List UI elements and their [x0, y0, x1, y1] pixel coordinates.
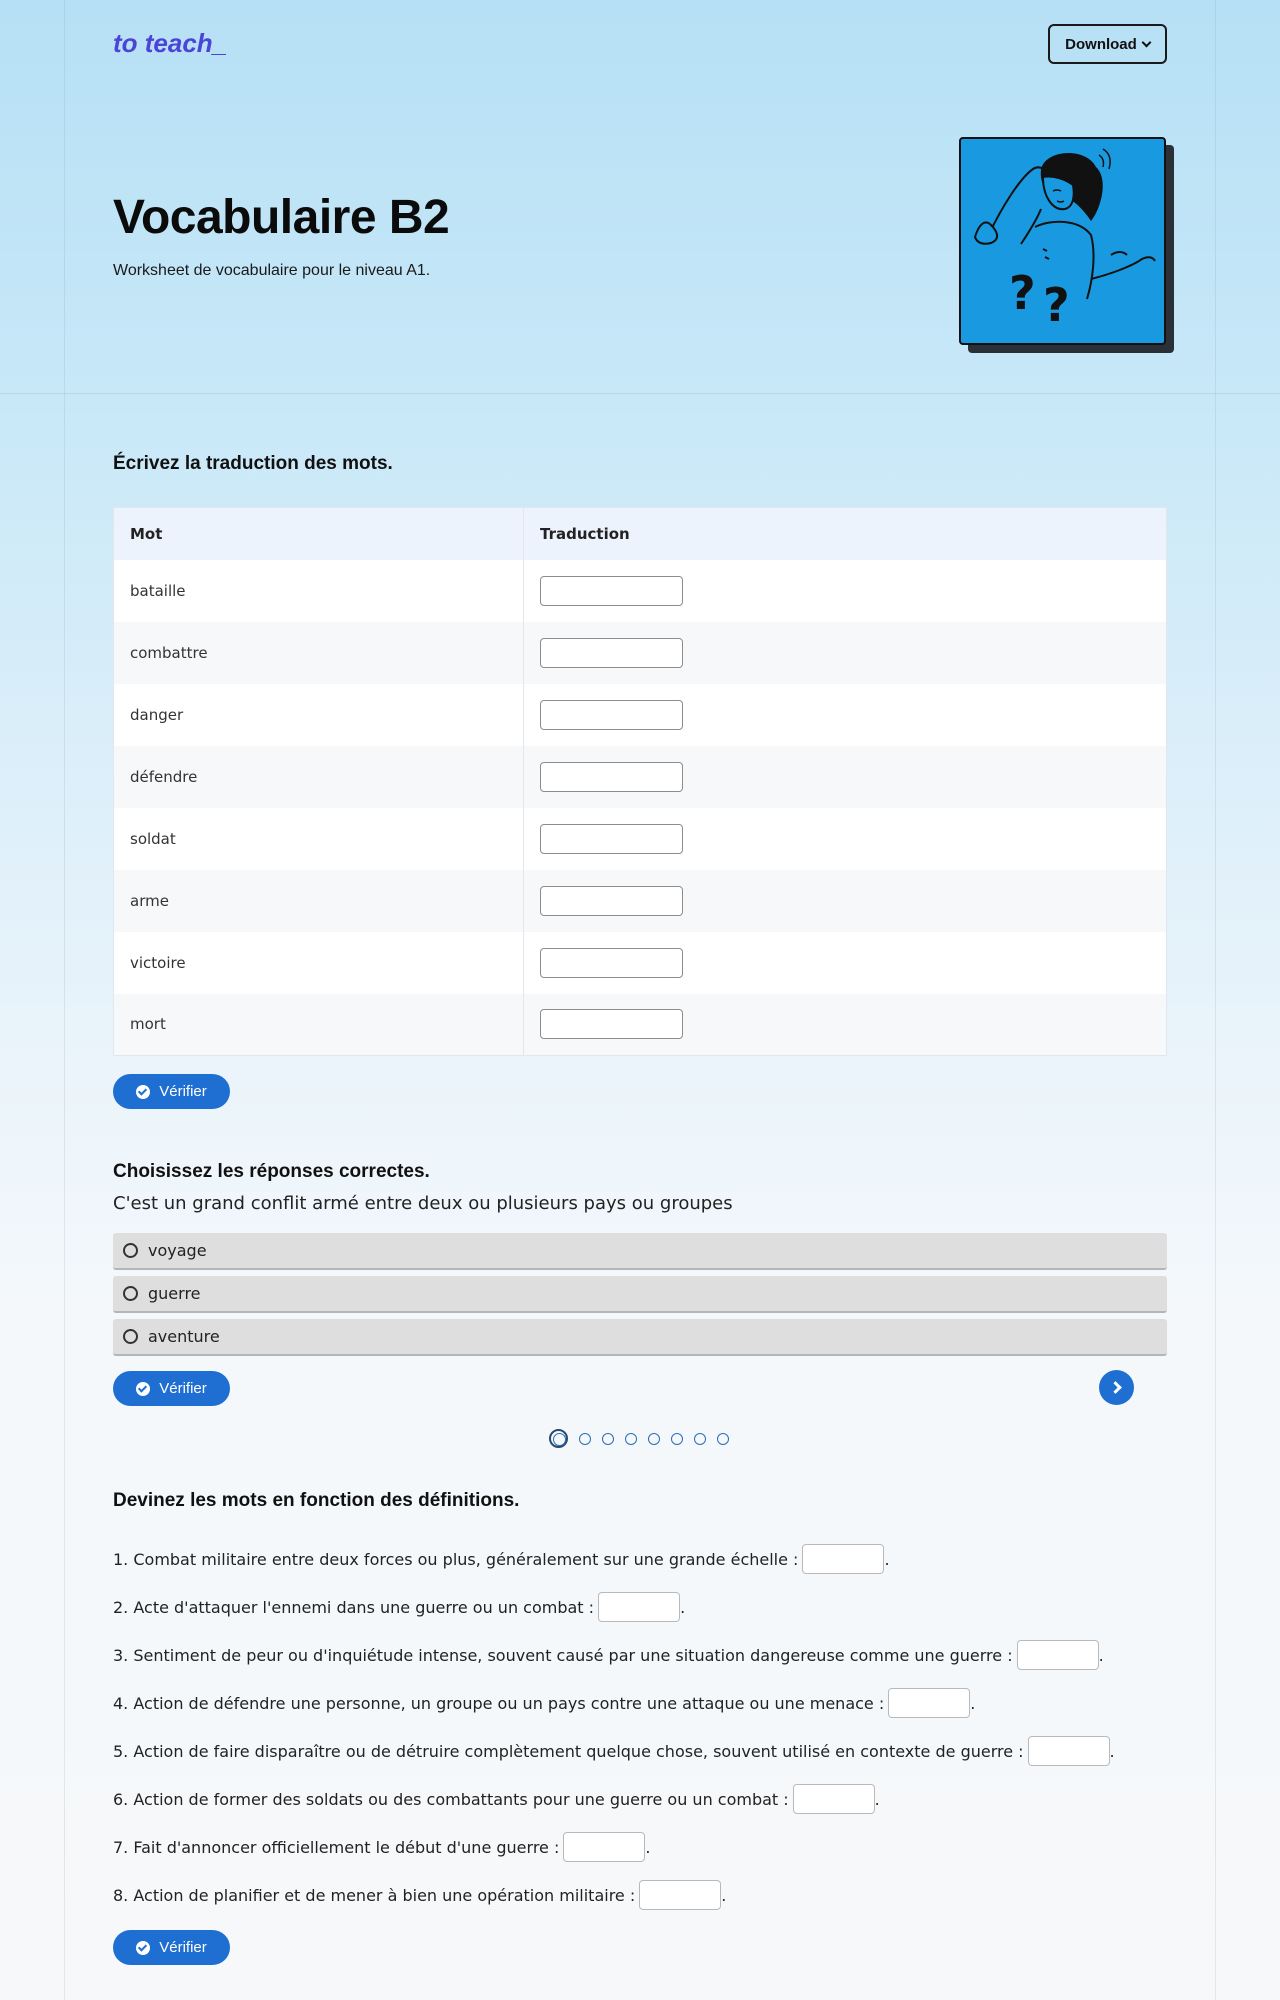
definition-text: 3. Sentiment de peur ou d'inquiétude intense, souvent causé par une situation dangereuse comme une guerre : — [113, 1645, 1013, 1665]
table-row — [114, 560, 1167, 622]
word-cell: mort — [114, 994, 524, 1056]
word-cell: combattre — [114, 622, 524, 684]
definition-text: 5. Action de faire disparaître ou de détruire complètement quelque chose, souvent utilisé en contexte de guerre : — [113, 1741, 1024, 1761]
quiz-option-guerre[interactable] — [113, 1276, 1167, 1313]
pagination-dot[interactable] — [648, 1433, 660, 1445]
confused-person-illustration — [959, 137, 1166, 345]
page-title: Vocabulaire B2 — [113, 191, 450, 244]
definition-text: 6. Action de former des soldats ou des combattants pour une guerre ou un combat : — [113, 1789, 789, 1809]
definition-input[interactable] — [793, 1784, 875, 1814]
quiz-section-title: Choisissez les réponses correctes. — [113, 1161, 430, 1182]
table-row — [114, 994, 1167, 1056]
table-row — [114, 932, 1167, 994]
table-row — [114, 808, 1167, 870]
check-circle-icon — [136, 1085, 150, 1099]
definition-input[interactable] — [1017, 1640, 1099, 1670]
definition-text: 8. Action de planifier et de mener à bien une opération militaire : — [113, 1885, 636, 1905]
quiz-question: C'est un grand conflit armé entre deux ou plusieurs pays ou groupes — [113, 1193, 733, 1214]
definition-input[interactable] — [563, 1832, 645, 1862]
pagination-dot-active[interactable] — [549, 1429, 568, 1448]
definition-text: 7. Fait d'annoncer officiellement le début d'une guerre : — [113, 1837, 560, 1857]
quiz-pagination — [549, 1429, 729, 1448]
translation-input[interactable] — [540, 638, 683, 668]
hero-divider — [0, 393, 1280, 394]
option-label: aventure — [148, 1327, 220, 1346]
definition-input[interactable] — [598, 1592, 680, 1622]
table-row — [114, 870, 1167, 932]
vocabulary-table — [113, 507, 1167, 1056]
table-row — [114, 746, 1167, 808]
table-header-row — [114, 508, 1167, 560]
radio-unchecked-icon[interactable] — [123, 1329, 138, 1344]
pagination-dot[interactable] — [625, 1433, 637, 1445]
chevron-down-icon — [1141, 37, 1151, 47]
word-cell: victoire — [114, 932, 524, 994]
definition-item: 5. Action de faire disparaître ou de détruire complètement quelque chose, souvent utilisé en contexte de guerre : . — [113, 1736, 1115, 1766]
download-button[interactable] — [1048, 24, 1167, 64]
quiz-option-voyage[interactable] — [113, 1233, 1167, 1270]
word-cell: bataille — [114, 560, 524, 622]
option-label: guerre — [148, 1284, 201, 1303]
page-guide-left — [64, 0, 65, 2000]
definition-item: 8. Action de planifier et de mener à bien une opération militaire : . — [113, 1880, 726, 1910]
svg-text:?: ? — [1043, 278, 1070, 332]
definition-item: 7. Fait d'annoncer officiellement le début d'une guerre : . — [113, 1832, 650, 1862]
translation-input[interactable] — [540, 700, 683, 730]
definition-input[interactable] — [888, 1688, 970, 1718]
translation-input[interactable] — [540, 948, 683, 978]
verify-translation-button[interactable] — [113, 1074, 230, 1109]
page-subtitle: Worksheet de vocabulaire pour le niveau A1. — [113, 262, 431, 279]
radio-unchecked-icon[interactable] — [123, 1243, 138, 1258]
page-guide-right — [1215, 0, 1216, 2000]
definition-input[interactable] — [639, 1880, 721, 1910]
definition-input[interactable] — [1028, 1736, 1110, 1766]
translation-input[interactable] — [540, 762, 683, 792]
svg-text:?: ? — [1009, 266, 1036, 320]
pagination-dot[interactable] — [579, 1433, 591, 1445]
definition-item: 3. Sentiment de peur ou d'inquiétude intense, souvent causé par une situation dangereuse comme une guerre : . — [113, 1640, 1104, 1670]
definition-text: 2. Acte d'attaquer l'ennemi dans une guerre ou un combat : — [113, 1597, 595, 1617]
column-header-word: Mot — [114, 508, 524, 560]
confused-person-icon — [961, 139, 1166, 345]
translation-input[interactable] — [540, 886, 683, 916]
verify-label: Vérifier — [159, 1083, 207, 1100]
radio-unchecked-icon[interactable] — [123, 1286, 138, 1301]
next-question-button[interactable] — [1099, 1370, 1134, 1405]
check-circle-icon — [136, 1941, 150, 1955]
verify-label: Vérifier — [159, 1939, 207, 1956]
translation-input[interactable] — [540, 1009, 683, 1039]
translation-section-title: Écrivez la traduction des mots. — [113, 453, 393, 474]
chevron-right-icon — [1109, 1381, 1122, 1394]
definition-input[interactable] — [802, 1544, 884, 1574]
quiz-option-aventure[interactable] — [113, 1319, 1167, 1356]
word-cell: soldat — [114, 808, 524, 870]
table-row — [114, 622, 1167, 684]
table-row — [114, 684, 1167, 746]
option-label: voyage — [148, 1241, 207, 1260]
pagination-dot[interactable] — [717, 1433, 729, 1445]
word-cell: arme — [114, 870, 524, 932]
definition-item: 1. Combat militaire entre deux forces ou plus, généralement sur une grande échelle : . — [113, 1544, 890, 1574]
word-cell: défendre — [114, 746, 524, 808]
definition-item: 2. Acte d'attaquer l'ennemi dans une guerre ou un combat : . — [113, 1592, 685, 1622]
translation-input[interactable] — [540, 576, 683, 606]
pagination-dot[interactable] — [671, 1433, 683, 1445]
check-circle-icon — [136, 1382, 150, 1396]
verify-definitions-button[interactable] — [113, 1930, 230, 1965]
translation-input[interactable] — [540, 824, 683, 854]
definitions-section-title: Devinez les mots en fonction des définitions. — [113, 1490, 520, 1511]
pagination-dot[interactable] — [602, 1433, 614, 1445]
site-logo[interactable]: to teach_ — [113, 28, 228, 58]
definition-item: 4. Action de défendre une personne, un groupe ou un pays contre une attaque ou une menace : . — [113, 1688, 975, 1718]
pagination-dot[interactable] — [694, 1433, 706, 1445]
verify-label: Vérifier — [159, 1380, 207, 1397]
download-label: Download — [1065, 35, 1137, 53]
column-header-translation: Traduction — [524, 508, 1167, 560]
definition-text: 4. Action de défendre une personne, un groupe ou un pays contre une attaque ou une menace : — [113, 1693, 885, 1713]
definition-text: 1. Combat militaire entre deux forces ou plus, généralement sur une grande échelle : — [113, 1549, 799, 1569]
verify-quiz-button[interactable] — [113, 1371, 230, 1406]
definition-item: 6. Action de former des soldats ou des combattants pour une guerre ou un combat : . — [113, 1784, 880, 1814]
word-cell: danger — [114, 684, 524, 746]
